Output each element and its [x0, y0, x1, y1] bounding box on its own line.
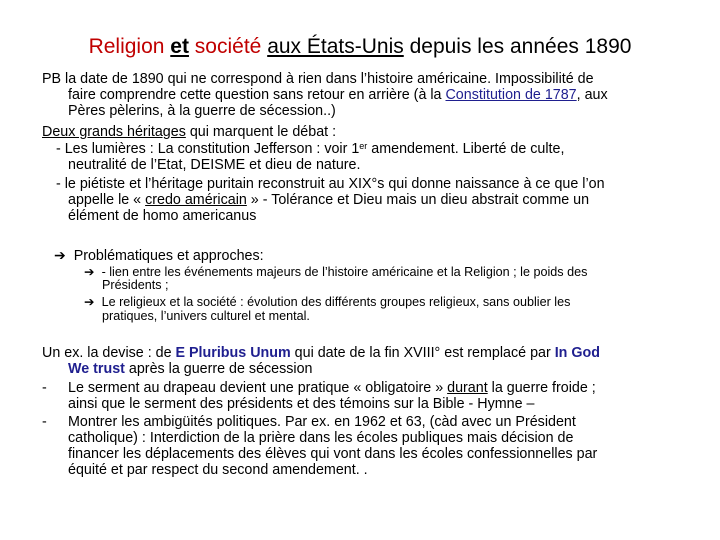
arrow-right-icon: ➔ — [84, 295, 95, 309]
heritages-heading-rest: qui marquent le débat : — [185, 124, 337, 140]
heritages-heading-underlined: Deux grands héritages — [42, 124, 186, 140]
lumieres-line-2: neutralité de l’Etat, DEISME et dieu de nature. — [68, 157, 361, 173]
motto-e-pluribus-unum: E Pluribus Unum — [175, 345, 291, 361]
serment-line-1 — [68, 381, 596, 397]
ambiguites-line-1: Montrer les ambigüités politiques. Par ex. en 1962 et 63, (càd avec un Président — [68, 414, 576, 430]
problematiques-item-2-text: Le religieux et la société : évolution des différents groupes religieux, sans oublier les — [101, 295, 571, 309]
pietiste-line-3: élément de homo americanus — [68, 208, 257, 224]
pietiste-line-2 — [68, 193, 589, 209]
lumieres-text: - Les lumières : La constitution Jefferson : voir 1 — [56, 141, 360, 157]
arrow-right-icon: ➔ — [84, 265, 95, 279]
motto-we-trust: We trust — [68, 361, 125, 377]
serment-text: Le serment au drapeau devient une pratique « obligatoire » — [68, 380, 448, 396]
motto-in-god: In God — [554, 345, 600, 361]
ambiguites-line-4: équité et par respect du second amendement. . — [68, 462, 368, 478]
credo-americain-link[interactable]: credo américain — [145, 192, 247, 208]
ambiguites-line-2: catholique) : Interdiction de la prière dans les écoles publiques mais décision de — [68, 430, 574, 446]
arrow-right-icon: ➔ — [54, 247, 66, 263]
pietiste-text: appelle le « — [68, 192, 146, 208]
serment-durant: durant — [447, 380, 488, 396]
lumieres-sup: er — [359, 141, 368, 151]
ambiguites-line-3: financer les déplacements des élèves qui vont dans les écoles confessionnelles par — [68, 446, 598, 462]
devise-line-2-text: après la guerre de sécession — [124, 361, 313, 377]
problematiques-item-1-line-2: Présidents ; — [102, 278, 169, 292]
bullet-dash: - — [42, 380, 47, 396]
devise-text-mid: qui date de la fin XVIII° est remplacé par — [290, 345, 555, 361]
pb-line-2-end: , aux — [576, 87, 608, 103]
pb-line-2-text: faire comprendre cette question sans retour en arrière (à la — [68, 87, 446, 103]
problematiques-item-1-text: - lien entre les événements majeurs de l’histoire américaine et la Religion ; le poids des — [101, 265, 588, 279]
title-part-depuis: depuis les années 1890 — [403, 35, 632, 58]
problematiques-label: Problématiques et approches: — [73, 248, 264, 264]
pb-line-1: PB la date de 1890 qui ne correspond à rien dans l’histoire américaine. Impossibilité de — [42, 71, 594, 87]
title-part-religion: Religion — [88, 35, 171, 58]
slide-title — [0, 34, 720, 60]
pietiste-line: - le piétiste et l’héritage puritain reconstruit au XIX°s qui donne naissance à ce que l’on — [56, 176, 605, 192]
pb-line-2 — [68, 88, 608, 104]
serment-text-end: la guerre froide ; — [487, 380, 596, 396]
title-part-et: et — [170, 35, 189, 58]
problematiques-line — [54, 248, 264, 265]
bullet-dash: - — [42, 414, 47, 430]
title-part-societe: société — [188, 35, 268, 58]
lumieres-text-end: amendement. Liberté de culte, — [367, 141, 565, 157]
pietiste-text-end: » - Tolérance et Dieu mais un dieu abstrait comme un — [246, 192, 590, 208]
pb-line-3: Pères pèlerins, à la guerre de sécession..) — [68, 103, 336, 119]
serment-line-2: ainsi que le serment des présidents et des témoins sur la Bible - Hymne – — [68, 396, 535, 412]
lumieres-line — [56, 142, 564, 158]
problematiques-item-2 — [84, 296, 570, 310]
problematiques-item-2-line-2: pratiques, l’univers culturel et mental. — [102, 309, 310, 323]
heritages-heading — [42, 125, 336, 141]
devise-text: Un ex. la devise : de — [42, 345, 176, 361]
devise-line-1 — [42, 346, 600, 362]
devise-line-2 — [68, 362, 313, 378]
title-part-etats-unis: aux États-Unis — [267, 35, 404, 58]
constitution-link[interactable]: Constitution de 1787 — [445, 87, 577, 103]
